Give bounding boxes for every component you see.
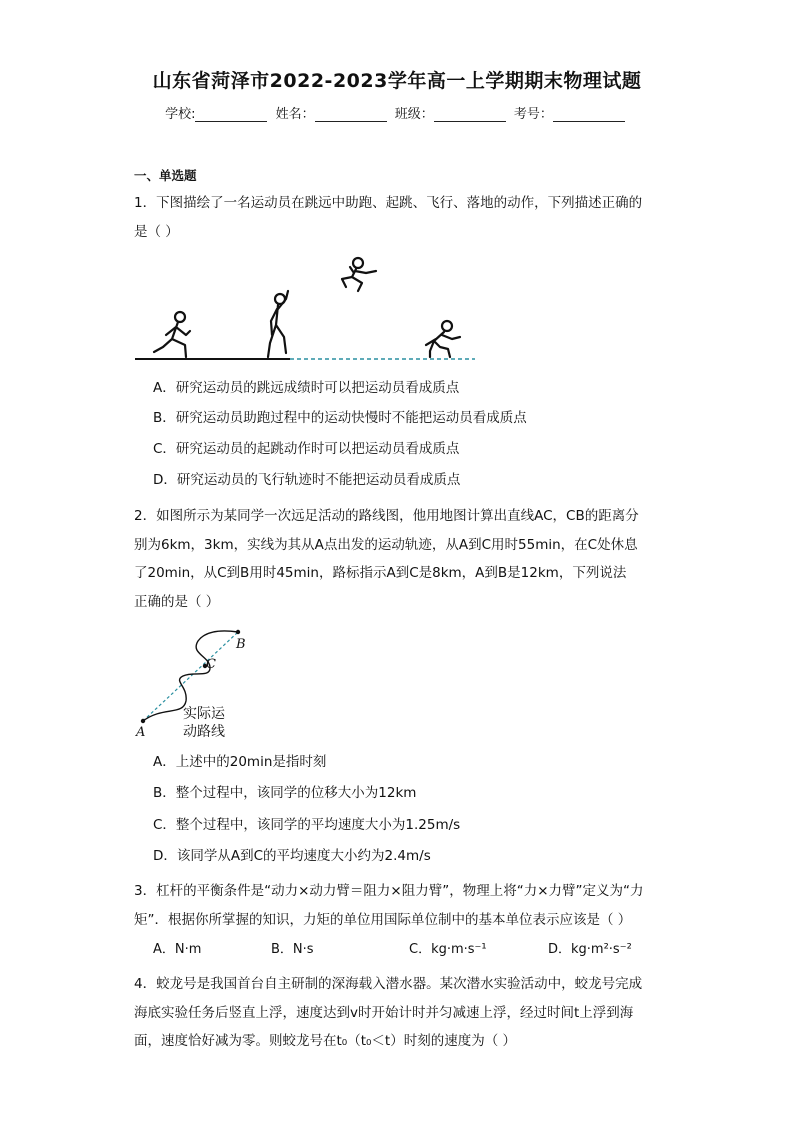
question-1-line-1: 1．下图描绘了一名运动员在跳远中助跑、起跳、飞行、落地的动作，下列描述正确的: [134, 195, 643, 211]
label-b: B: [236, 637, 246, 652]
question-2-line-1: 2．如图所示为某同学一次远足活动的路线图，他用地图计算出直线AC，CB的距离分: [134, 508, 639, 524]
route-caption-line-2: 动路线: [183, 724, 225, 740]
question-2-line-4: 正确的是（ ）: [134, 593, 220, 610]
label-c: C: [206, 657, 216, 672]
q1-option-c[interactable]: C．研究运动员的起跳动作时可以把运动员看成质点: [153, 441, 460, 457]
q3-option-b[interactable]: B．N·s: [271, 942, 314, 957]
question-3-line-1: 3．杠杆的平衡条件是“动力×动力臂＝阻力×阻力臂”，物理上将“力×力臂”定义为“力: [134, 883, 644, 899]
q2-option-a[interactable]: A．上述中的20min是指时刻: [153, 754, 327, 770]
point-a: [141, 719, 145, 723]
name-blank[interactable]: [315, 107, 387, 122]
question-3-line-2: 矩”．根据你所掌握的知识，力矩的单位用国际单位制中的基本单位表示应该是（ ）: [134, 911, 632, 928]
q1-option-b[interactable]: B．研究运动员助跑过程中的运动快慢时不能把运动员看成质点: [153, 410, 527, 426]
class-label: 班级：: [394, 107, 434, 122]
student-info-line: [0, 103, 794, 122]
school-blank[interactable]: [195, 107, 267, 122]
q1-option-d[interactable]: D．研究运动员的飞行轨迹时不能把运动员看成质点: [153, 472, 461, 488]
question-2-text: [134, 502, 664, 616]
flight-figure: [342, 258, 376, 291]
q1-option-a[interactable]: A．研究运动员的跳远成绩时可以把运动员看成质点: [153, 380, 460, 396]
route-figure: [128, 626, 258, 741]
runner-figure: [154, 312, 190, 357]
class-blank[interactable]: [434, 107, 506, 122]
question-2-line-2: 别为6km，3km，实线为其从A点出发的运动轨迹，从A到C用时55min，在C处休息: [134, 536, 638, 553]
exam-title: 山东省菏泽市2022-2023学年高一上学期期末物理试题: [152, 70, 642, 92]
long-jump-figure: [130, 255, 480, 365]
q3-option-c[interactable]: C．kg·m·s⁻¹: [409, 942, 487, 957]
question-1-line-2: 是（ ）: [134, 223, 179, 240]
route-caption-line-1: 实际运: [183, 706, 225, 722]
takeoff-figure: [268, 291, 288, 357]
question-4-line-2: 海底实验任务后竖直上浮，速度达到v时开始计时并匀减速上浮，经过时间t上浮到海: [134, 1004, 634, 1021]
exam-no-blank[interactable]: [553, 107, 625, 122]
q3-option-a[interactable]: A．N·m: [153, 942, 202, 957]
question-3-text: [134, 877, 664, 934]
label-a: A: [136, 725, 146, 740]
question-4-text: [134, 970, 664, 1056]
q3-option-d[interactable]: D．kg·m²·s⁻²: [548, 942, 632, 957]
q2-option-b[interactable]: B．整个过程中，该同学的位移大小为12km: [153, 785, 417, 801]
exam-no-label: 考号：: [513, 107, 553, 122]
question-4-line-3: 面，速度恰好减为零。则蛟龙号在t₀（t₀＜t）时刻的速度为（ ）: [134, 1033, 516, 1049]
school-label: 学校:: [165, 107, 196, 122]
q2-option-d[interactable]: D．该同学从A到C的平均速度大小约为2.4m/s: [153, 848, 431, 864]
point-b: [236, 630, 240, 634]
q2-option-c[interactable]: C．整个过程中，该同学的平均速度大小为1.25m/s: [153, 817, 461, 833]
question-2-line-3: 了20min，从C到B用时45min，路标指示A到C是8km，A到B是12km，下列说法: [134, 565, 627, 581]
name-label: 姓名：: [275, 107, 315, 122]
landing-figure: [426, 321, 460, 357]
section-heading: 一、单选题: [134, 168, 197, 183]
question-4-line-1: 4．蛟龙号是我国首台自主研制的深海载入潜水器。某次潜水实验活动中，蛟龙号完成: [134, 976, 643, 992]
question-1-text: [134, 189, 664, 246]
